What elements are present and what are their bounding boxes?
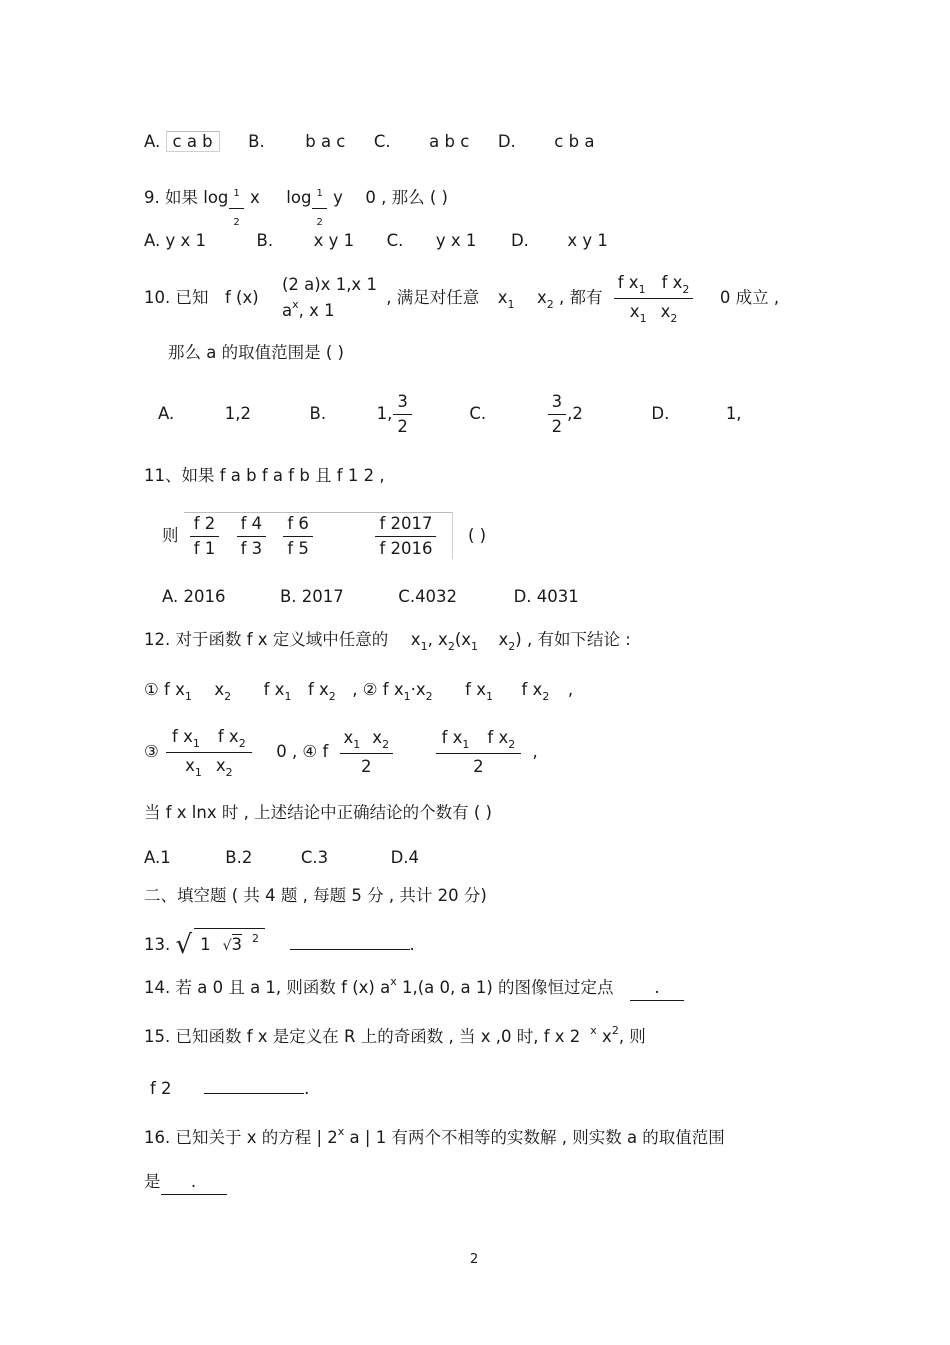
q16-line1: 16. 已知关于 x 的方程 | 2$^x$ a | 1 有两个不相等的实数解 , 则实数 a 的取值范围 <box>144 1125 725 1147</box>
q13-prefix: 13. <box>144 935 171 954</box>
q10-x1: x <box>497 288 508 307</box>
q12-options <box>144 846 419 870</box>
q11-line1: 11、如果 f a b f a f b 且 f 1 2 , <box>144 466 385 485</box>
q12-conclusions-3-4: ③ $\frac{f x_1 f x_2}{x_1 x_2}$ 0 , ④ f $\frac{x_1 x_2}{2}$ $\frac{f x_1 f x_2}{2}$ , <box>144 727 538 779</box>
q11-expression <box>162 512 486 559</box>
q8-option-b-label: B. <box>248 132 265 151</box>
q10-option-b-frac: $\frac{3}{2}$ <box>393 392 412 437</box>
q9-option-d-label: D. <box>510 231 529 250</box>
q11-tail: ( ) <box>467 526 487 545</box>
q12-option-d: D.4 <box>390 848 420 867</box>
q15-blank[interactable] <box>204 1093 304 1094</box>
q10-option-d-value: 1, <box>725 404 742 423</box>
q9-log1: log <box>203 188 229 207</box>
q12-c3-frac: $\frac{f x_1 f x_2}{x_1 x_2}$ <box>166 726 252 779</box>
q11-frac-2: $\frac{f 4}{f 3}$ <box>237 514 267 559</box>
q9-option-c-value: y x 1 <box>435 231 477 250</box>
q8-option-d-value: c b a <box>554 132 595 151</box>
q10-option-b-pre: 1, <box>376 404 393 423</box>
q9-option-b-label: B. <box>256 231 274 250</box>
q11-options <box>162 585 579 609</box>
q16-line2: 是 . <box>144 1170 227 1195</box>
q15-line2: f 2 . <box>150 1079 310 1098</box>
q9-prefix: 9. 如果 <box>144 188 198 207</box>
q9-option-a: A. y x 1 <box>144 231 207 250</box>
q13: 13. √ 1 √3 $^2$ . <box>144 926 415 963</box>
q8-option-d-label: D. <box>497 132 516 151</box>
q10-mid2: , 都有 <box>558 288 603 307</box>
q8-option-a-label: A. <box>144 132 161 151</box>
q12-stem-a: 12. 对于函数 f x 定义域中任意的 <box>144 630 389 649</box>
q9-stem <box>144 172 448 228</box>
q9-options <box>144 229 608 253</box>
q11-option-b: B. 2017 <box>279 587 344 606</box>
q9-x: x <box>250 188 260 207</box>
q9-option-d-value: x y 1 <box>567 231 608 250</box>
q12-option-b: B.2 <box>225 848 253 867</box>
q14: 14. 若 a 0 且 a 1, 则函数 f (x) $a^x$ 1,(a 0, a 1) 的图像恒过定点 . <box>144 976 684 1002</box>
q8-option-a-value: c a b <box>166 131 220 152</box>
q12-option-c: C.3 <box>300 848 329 867</box>
q8-option-b-value: b a c <box>305 132 346 151</box>
q8-option-c-label: C. <box>373 132 391 151</box>
q10-option-b-label: B. <box>309 404 327 423</box>
q10-stem: 10. 已知 f (x) (2 a)x 1,x 1 $a^x$, x 1 , 满足对任意 $x_1$ $x_2$ , 都有 $\frac{f x_1 f x_2}{x_1 x_2}$ 0 成立 , <box>144 273 780 325</box>
q12-c4-right-frac: $\frac{f x_1 f x_2}{2}$ <box>436 727 522 778</box>
q11-option-a: A. 2016 <box>162 587 226 606</box>
q10-option-a-label: A. <box>158 404 175 423</box>
q11-option-c: C.4032 <box>398 587 458 606</box>
q10-option-d-label: D. <box>651 404 670 423</box>
q10-options <box>158 392 742 437</box>
q10-option-a-value: 1,2 <box>224 404 251 423</box>
q12-question: 当 f x lnx 时 , 上述结论中正确结论的个数有 ( ) <box>144 803 492 822</box>
q10-case1: (2 a)x 1,x 1 <box>281 274 377 294</box>
q10-tail: 0 成立 , <box>719 288 780 307</box>
q9-base1: $\frac{1}{2}$ <box>229 182 243 235</box>
q11-frac-3: $\frac{f 6}{f 5}$ <box>283 514 313 559</box>
q12-option-a: A.1 <box>144 848 171 867</box>
q10-fraction: $\frac{f x_1 f x_2}{x_1 x_2}$ <box>614 272 694 325</box>
q10-option-c-frac: $\frac{3}{2}$ <box>548 392 567 437</box>
q11-frac-4: $\frac{f 2017}{f 2016}$ <box>375 514 436 559</box>
q13-blank[interactable] <box>290 949 410 950</box>
q9-y: y <box>333 188 343 207</box>
q11-option-d: D. 4031 <box>513 587 579 606</box>
q10-x2: x <box>536 288 547 307</box>
q10-prefix: 10. 已知 <box>144 288 209 307</box>
page-number: 2 <box>470 1252 479 1267</box>
q12-c4-left-frac: $\frac{x_1 x_2}{2}$ <box>340 727 394 778</box>
q8-option-c-value: a b c <box>429 132 470 151</box>
q8-options <box>144 130 594 154</box>
q10-line2: 那么 a 的取值范围是 ( ) <box>168 343 344 362</box>
q16-blank[interactable]: . <box>161 1170 227 1195</box>
q9-option-b-value: x y 1 <box>313 231 355 250</box>
q12-stem: 12. 对于函数 f x 定义域中任意的 $x_1$, $x_2(x_1$ $x_2$) , 有如下结论 : <box>144 630 631 653</box>
q9-log2: log <box>286 188 312 207</box>
q13-sqrt: 1 √3 $^2$ <box>194 928 265 963</box>
q10-case2: $a^x$, x 1 <box>281 297 335 320</box>
q15-line1: 15. 已知函数 f x 是定义在 R 上的奇函数 , 当 x ,0 时, f x 2 $^x$ $x^2$, 则 <box>144 1024 646 1046</box>
section-2-heading: 二、填空题 ( 共 4 题 , 每题 5 分 , 共计 20 分) <box>144 886 487 905</box>
q14-blank[interactable]: . <box>630 976 684 1001</box>
q10-fx: f (x) <box>225 288 259 307</box>
q9-tail: 0 , 那么 ( ) <box>365 188 448 207</box>
q9-base2: $\frac{1}{2}$ <box>312 182 326 235</box>
q11-prefix: 则 <box>162 526 179 545</box>
q9-option-c-label: C. <box>386 231 404 250</box>
q11-frac-1: $\frac{f 2}{f 1}$ <box>190 514 220 559</box>
q10-option-c-post: ,2 <box>567 404 583 423</box>
q10-mid: , 满足对任意 <box>386 288 480 307</box>
q11-sum <box>184 512 454 559</box>
q12-conclusions-1-2: ① f $x_1$ $x_2$ f $x_1$ f $x_2$ , ② f $x_1\cdot x_2$ f $x_1$ f $x_2$ , <box>144 680 574 703</box>
q10-option-c-label: C. <box>469 404 487 423</box>
q10-piecewise <box>282 272 377 326</box>
